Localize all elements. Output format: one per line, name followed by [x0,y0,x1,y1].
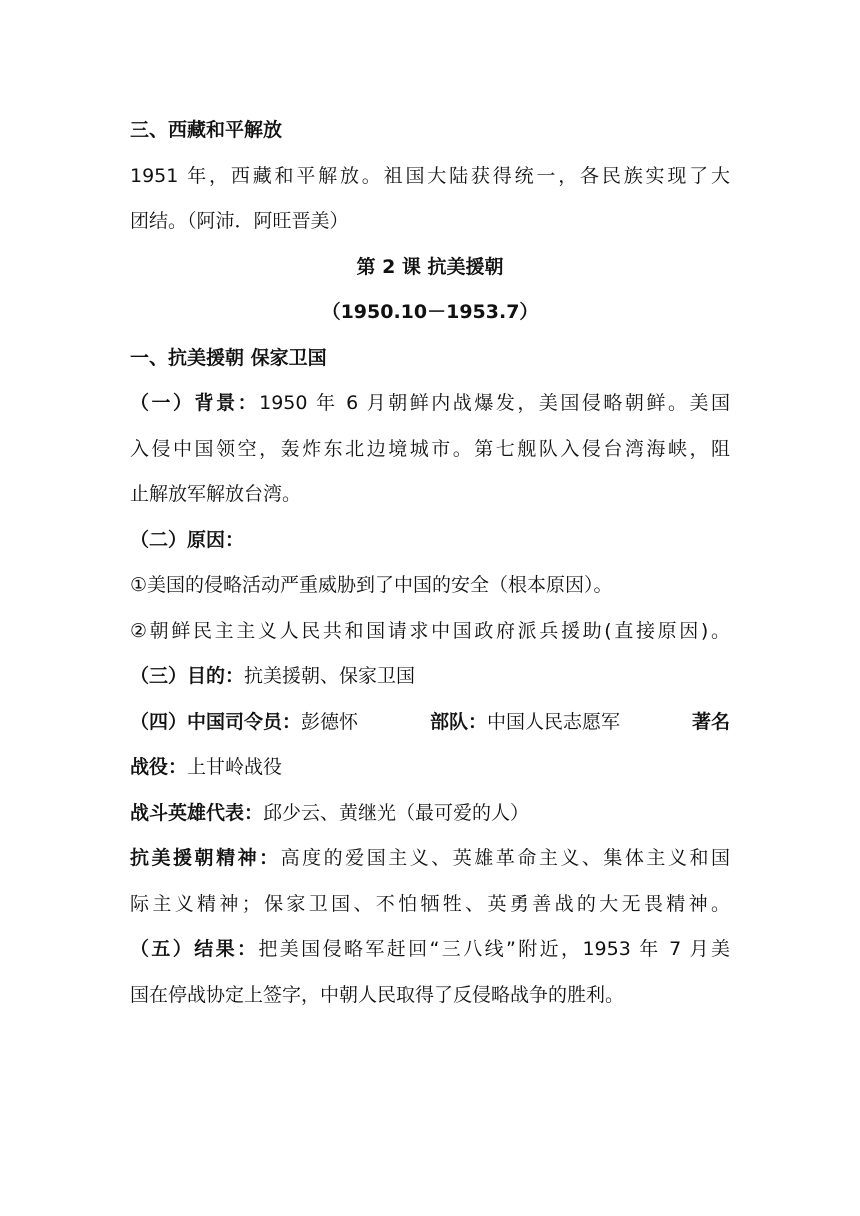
result-text-1: 把美国侵略军赶回“三八线”附近，1953 年 7 月美 [258,938,730,960]
troops-label: 部队： [429,710,487,733]
famous-label-end: 战役： [130,756,188,778]
troops-name: 中国人民志愿军 [487,710,621,733]
cause-item-2: ②朝鲜民主主义人民共和国请求中国政府派兵援助(直接原因)。 [130,619,730,642]
spirit-label: 抗美援朝精神： [130,847,281,869]
spirit-line-1 [130,836,730,882]
tibet-text-line-1: 1951 年，西藏和平解放。祖国大陆获得统一，各民族实现了大 [130,164,730,187]
spirit-text-1: 高度的爱国主义、英雄革命主义、集体主义和国 [280,847,730,869]
background-line-2: 入侵中国领空，轰炸东北边境城市。第七舰队入侵台湾海峡，阻 [130,437,730,460]
section-heading-tibet: 三、西藏和平解放 [130,119,283,141]
battle-name: 上甘岭战役 [187,756,283,778]
background-line-3: 止解放军解放台湾。 [130,483,302,505]
heroes-label: 战斗英雄代表： [130,801,264,824]
document-page [130,108,730,1018]
purpose-text: 抗美援朝、保家卫国 [244,665,416,687]
cause-item-1: ①美国的侵略活动严重威胁到了中国的安全（根本原因）。 [130,574,613,596]
battle-line [130,745,730,791]
lesson-title: 第 2 课 抗美援朝 [356,255,504,278]
lesson-dates: （1950.10－1953.7） [321,301,539,323]
commander-label: （四）中国司令员： [130,710,302,733]
tibet-text-line-2: 团结。（阿沛．阿旺晋美） [130,210,349,232]
background-label: （一）背景： [130,392,260,414]
section-heading-korea: 一、抗美援朝 保家卫国 [130,346,327,369]
purpose-label: （三）目的： [130,665,245,687]
result-label: （五）结果： [130,938,259,960]
commander-line [130,700,730,746]
background-line-1 [130,381,730,427]
result-line-1 [130,927,730,973]
famous-label-start: 著名 [691,710,730,733]
cause-label: （二）原因： [130,528,245,551]
heroes-line [130,791,730,837]
spirit-line-2: 际主义精神；保家卫国、不怕牺牲、英勇善战的大无畏精神。 [130,892,730,915]
heroes-text: 邱少云、黄继光（最可爱的人） [263,801,530,824]
result-line-2: 国在停战协定上签字，中朝人民取得了反侵略战争的胜利。 [130,983,625,1006]
purpose-line [130,654,730,700]
background-text-1: 1950 年 6 月朝鲜内战爆发，美国侵略朝鲜。美国 [259,392,730,414]
commander-name: 彭德怀 [301,710,359,733]
